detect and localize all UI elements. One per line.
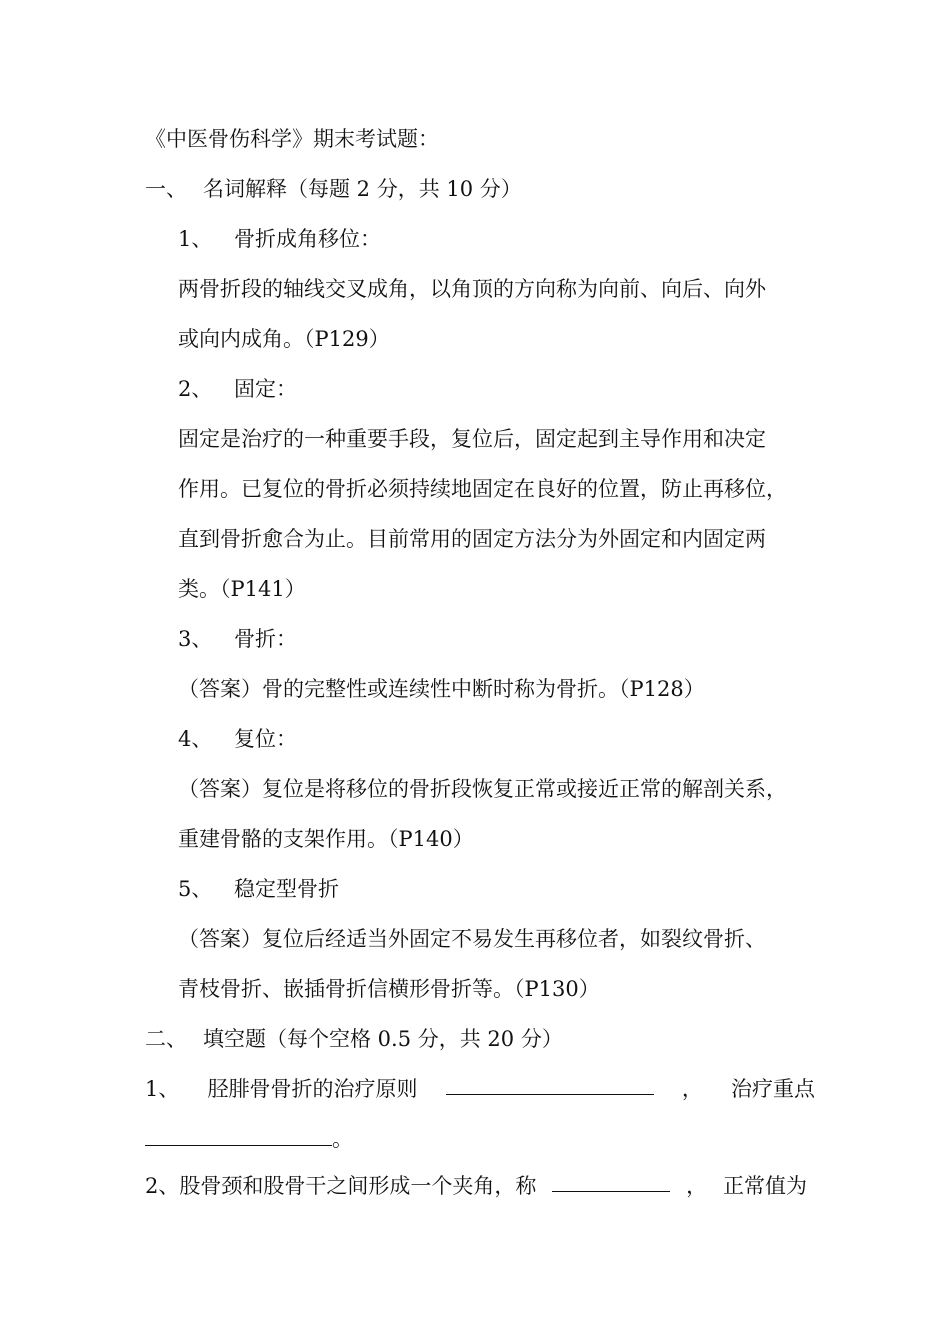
term-2-definition-line: 作用。已复位的骨折必须持续地固定在良好的位置，防止再移位， [178,477,787,501]
exam-title: 《中医骨伤科学》期末考试题： [145,127,439,151]
term-5-definition-line: 青枝骨折、嵌插骨折信横形骨折等。（P130） [178,977,600,1001]
term-4-definition-line: 重建骨骼的支架作用。（P140） [178,827,474,851]
question-1-separator: ， [681,1077,703,1101]
term-5-definition-line: （答案）复位后经适当外固定不易发生再移位者，如裂纹骨折、 [178,927,766,951]
term-2-definition-line: 类。（P141） [178,577,306,601]
fill-question-1-continued [145,1126,353,1152]
question-2-text: 2、股骨颈和股骨干之间形成一个夹角，称 [145,1174,537,1198]
question-2-separator: ， [686,1174,708,1198]
fill-question-2 [145,1173,807,1199]
question-1-text-2: 治疗重点 [731,1077,815,1101]
term-5 [178,876,339,902]
term-3-number: 3、 [178,627,213,651]
term-3-definition-line: （答案）骨的完整性或连续性中断时称为骨折。（P128） [178,677,705,701]
section-1-heading [145,176,522,202]
question-1-number: 1、 [145,1077,180,1101]
term-5-number: 5、 [178,877,213,901]
term-3-label: 骨折： [234,627,297,651]
term-4-definition-line: （答案）复位是将移位的骨折段恢复正常或接近正常的解剖关系， [178,777,787,801]
term-2-label: 固定： [234,377,297,401]
answer-blank[interactable] [446,1076,654,1095]
term-4 [178,726,297,752]
term-1 [178,226,381,252]
section-2-heading [145,1026,563,1052]
term-4-number: 4、 [178,727,213,751]
term-2-number: 2、 [178,377,213,401]
term-2-definition-line: 直到骨折愈合为止。目前常用的固定方法分为外固定和内固定两 [178,527,766,551]
term-1-definition-line: 两骨折段的轴线交叉成角，以角顶的方向称为向前、向后、向外 [178,277,766,301]
term-2-definition-line: 固定是治疗的一种重要手段，复位后，固定起到主导作用和决定 [178,427,766,451]
section-2-title: 填空题（每个空格 0.5 分，共 20 分） [203,1027,563,1051]
question-2-text-2: 正常值为 [722,1174,807,1198]
term-1-label: 骨折成角移位： [234,227,381,251]
term-3 [178,626,297,652]
section-1-number: 一、 [145,177,187,201]
fill-question-1 [145,1076,815,1102]
section-1-title: 名词解释（每题 2 分，共 10 分） [203,177,522,201]
section-2-number: 二、 [145,1027,187,1051]
term-4-label: 复位： [234,727,297,751]
question-1-text: 胫腓骨骨折的治疗原则 [207,1077,418,1101]
term-2 [178,376,297,402]
answer-blank[interactable] [552,1173,670,1192]
term-1-definition-line: 或向内成角。（P129） [178,327,390,351]
answer-blank[interactable] [145,1127,332,1146]
question-1-end: 。 [332,1127,353,1151]
term-1-number: 1、 [178,227,213,251]
term-5-label: 稳定型骨折 [234,877,339,901]
